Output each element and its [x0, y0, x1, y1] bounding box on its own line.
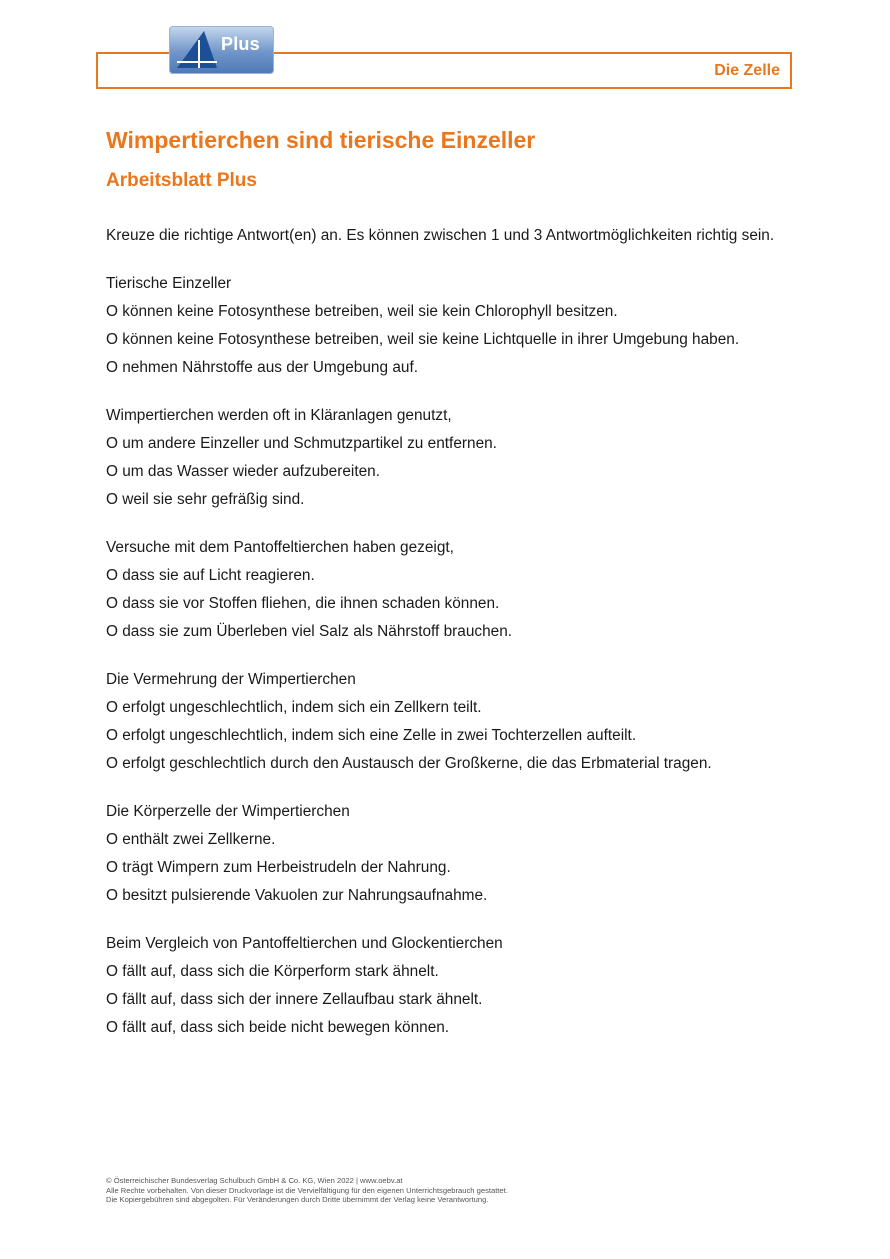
answer-option[interactable]: O um das Wasser wieder aufzubereiten. — [106, 463, 381, 480]
answer-option[interactable]: O besitzt pulsierende Vakuolen zur Nahrungsaufnahme. — [106, 887, 488, 904]
question-stem: Tierische Einzeller — [106, 275, 232, 292]
question-block — [106, 270, 796, 382]
fees-line: Die Kopiergebühren sind abgegolten. Für Veränderungen durch Dritte übernimmt der Verlag keine Verantwortung. — [106, 1195, 489, 1204]
answer-option[interactable]: O fällt auf, dass sich die Körperform stark ähnelt. — [106, 963, 439, 980]
answer-option[interactable]: O erfolgt ungeschlechtlich, indem sich eine Zelle in zwei Tochterzellen aufteilt. — [106, 727, 637, 744]
question-block — [106, 402, 796, 514]
copyright-line: © Österreichischer Bundesverlag Schulbuch GmbH & Co. KG, Wien 2022 | www.oebv.at — [106, 1176, 403, 1185]
question-block — [106, 534, 796, 646]
answer-option[interactable]: O fällt auf, dass sich beide nicht bewegen können. — [106, 1019, 450, 1036]
rights-line: Alle Rechte vorbehalten. Von dieser Druckvorlage ist die Vervielfältigung für den eigenen Unterrichtsgebrauch gestattet. — [106, 1185, 508, 1195]
page-title: Wimpertierchen sind tierische Einzeller — [106, 127, 536, 153]
answer-option[interactable]: O enthält zwei Zellkerne. — [106, 831, 276, 848]
answer-option[interactable]: O nehmen Nährstoffe aus der Umgebung auf. — [106, 359, 418, 376]
instruction-text: Kreuze die richtige Antwort(en) an. Es können zwischen 1 und 3 Antwortmöglichkeiten richtig sein. — [106, 227, 775, 244]
answer-option[interactable]: O dass sie auf Licht reagieren. — [106, 567, 315, 584]
question-stem: Die Körperzelle der Wimpertierchen — [106, 803, 350, 820]
answer-option[interactable]: O um andere Einzeller und Schmutzpartikel zu entfernen. — [106, 435, 497, 452]
question-stem: Wimpertierchen werden oft in Kläranlagen genutzt, — [106, 407, 452, 424]
answer-option[interactable]: O fällt auf, dass sich der innere Zellaufbau stark ähnelt. — [106, 991, 483, 1008]
answer-option[interactable]: O können keine Fotosynthese betreiben, weil sie kein Chlorophyll besitzen. — [106, 303, 618, 320]
section-label: Die Zelle — [714, 62, 780, 79]
answer-option[interactable]: O dass sie vor Stoffen fliehen, die ihnen schaden können. — [106, 595, 500, 612]
answer-option[interactable]: O weil sie sehr gefräßig sind. — [106, 491, 305, 508]
answer-option[interactable]: O dass sie zum Überleben viel Salz als Nährstoff brauchen. — [106, 623, 513, 640]
logo-text: Plus — [221, 34, 260, 54]
question-stem: Versuche mit dem Pantoffeltierchen haben gezeigt, — [106, 539, 454, 556]
question-block — [106, 798, 796, 910]
answer-option[interactable]: O trägt Wimpern zum Herbeistrudeln der Nahrung. — [106, 859, 451, 876]
footer — [106, 1176, 508, 1205]
question-block — [106, 666, 796, 778]
question-stem: Die Vermehrung der Wimpertierchen — [106, 671, 356, 688]
answer-option[interactable]: O erfolgt geschlechtlich durch den Austausch der Großkerne, die das Erbmaterial tragen. — [106, 755, 712, 772]
plus-logo — [169, 26, 274, 74]
page-subtitle: Arbeitsblatt Plus — [106, 170, 257, 191]
worksheet-content — [106, 222, 796, 1062]
answer-option[interactable]: O können keine Fotosynthese betreiben, weil sie keine Lichtquelle in ihrer Umgebung haben. — [106, 331, 740, 348]
question-stem: Beim Vergleich von Pantoffeltierchen und Glockentierchen — [106, 935, 503, 952]
question-block — [106, 930, 796, 1042]
answer-option[interactable]: O erfolgt ungeschlechtlich, indem sich ein Zellkern teilt. — [106, 699, 482, 716]
